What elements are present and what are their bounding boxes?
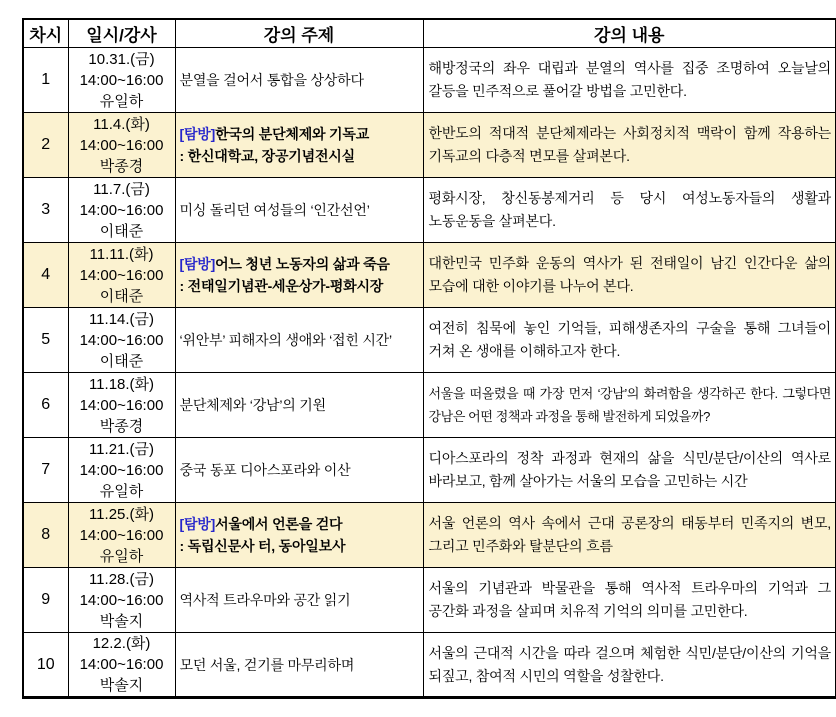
topic-title: 중국 동포 디아스포라와 이산 [179, 462, 351, 478]
time: 14:00~16:00 [79, 526, 164, 544]
session-number: 2 [23, 113, 68, 178]
topic-title: 모던 서울, 걷기를 마무리하며 [179, 656, 355, 673]
content-cell: 서울을 떠올렸을 때 가장 먼저 ‘강남’의 화려함을 생각하곤 한다. 그렇다면 강남은 어떤 정책과 과정을 통해 발전하게 되었을까? [423, 373, 836, 438]
content-cell: 서울의 근대적 시간을 따라 걸으며 체험한 식민/분단/이산의 기억을 되짚고, 참여적 시민의 역할을 성찰한다. [423, 633, 836, 698]
lecturer: 박솔지 [99, 677, 144, 694]
time: 14:00~16:00 [79, 136, 164, 154]
lecturer: 유일하 [99, 547, 144, 565]
date-lecturer-cell [68, 373, 175, 438]
date: 12.2.(화) [92, 635, 151, 652]
visit-tag: [탐방] [179, 256, 216, 272]
date: 10.31.(금) [88, 50, 155, 68]
topic-title: ‘위안부’ 피해자의 생애와 ‘접힌 시간’ [179, 332, 392, 348]
lecturer: 박종경 [99, 157, 144, 175]
session-number: 1 [23, 48, 68, 113]
session-number: 7 [23, 438, 68, 503]
time: 14:00~16:00 [79, 71, 164, 89]
lecturer: 이태준 [99, 222, 144, 240]
topic-title: 분열을 걸어서 통합을 상상하다 [179, 72, 364, 88]
session-number: 10 [23, 633, 68, 698]
header-content: 강의 내용 [423, 19, 836, 48]
topic-cell [175, 438, 423, 503]
table-row [23, 438, 836, 503]
date: 11.7.(금) [93, 180, 150, 198]
date-lecturer-cell [68, 113, 175, 178]
content-cell: 대한민국 민주화 운동의 역사가 된 전태일이 남긴 인간다운 삶의 모습에 대한 이야기를 나누어 본다. [423, 243, 836, 308]
header-date-lecturer: 일시/강사 [68, 19, 175, 48]
date: 11.4.(화) [93, 115, 150, 133]
date: 11.14.(금) [88, 310, 155, 328]
topic-cell [175, 113, 423, 178]
content-cell: 여전히 침묵에 놓인 기억들, 피해생존자의 구술을 통해 그녀들이 거쳐 온 생애를 이해하고자 한다. [423, 308, 836, 373]
time: 14:00~16:00 [79, 461, 164, 479]
content-cell: 서울 언론의 역사 속에서 근대 공론장의 태동부터 민족지의 변모, 그리고 민주화와 탈분단의 흐름 [423, 503, 836, 568]
topic-title: 역사적 트라우마와 공간 읽기 [179, 592, 351, 608]
lecture-schedule-table [22, 18, 836, 699]
time: 14:00~16:00 [79, 396, 164, 414]
topic-title: 한국의 분단체제와 기독교 [215, 126, 370, 142]
content-cell: 디아스포라의 정착 과정과 현재의 삶을 식민/분단/이산의 역사로 바라보고, 함께 살아가는 서울의 모습을 고민하는 시간 [423, 438, 836, 503]
lecturer: 이태준 [99, 352, 144, 370]
table-row [23, 178, 836, 243]
table-row [23, 503, 836, 568]
lecturer: 유일하 [99, 482, 144, 500]
topic-cell [175, 308, 423, 373]
topic-cell [175, 48, 423, 113]
header-topic: 강의 주제 [175, 19, 423, 48]
date-lecturer-cell [68, 308, 175, 373]
date-lecturer-cell [68, 438, 175, 503]
table-row [23, 373, 836, 438]
lecturer: 박솔지 [99, 612, 144, 630]
time: 14:00~16:00 [79, 591, 164, 609]
visit-tag: [탐방] [179, 516, 216, 532]
date-lecturer-cell [68, 633, 175, 698]
topic-title: 미싱 돌리던 여성들의 ‘인간선언’ [179, 202, 370, 218]
date: 11.25.(화) [88, 505, 155, 523]
topic-subtitle: : 독립신문사 터, 동아일보사 [179, 538, 346, 554]
visit-tag: [탐방] [179, 126, 216, 142]
content-cell: 평화시장, 창신동봉제거리 등 당시 여성노동자들의 생활과 노동운동을 살펴본다. [423, 178, 836, 243]
table-row [23, 113, 836, 178]
table-row [23, 308, 836, 373]
date: 11.21.(금) [88, 440, 155, 458]
session-number: 6 [23, 373, 68, 438]
lecturer: 유일하 [99, 92, 144, 110]
table-row [23, 243, 836, 308]
date: 11.11.(화) [89, 245, 154, 263]
topic-cell [175, 178, 423, 243]
time: 14:00~16:00 [79, 331, 164, 349]
content-cell: 서울의 기념관과 박물관을 통해 역사적 트라우마의 기억과 그 공간화 과정을 살피며 치유적 기억의 의미를 고민한다. [423, 568, 836, 633]
header-row [23, 19, 836, 48]
header-session: 차시 [23, 19, 68, 48]
date-lecturer-cell [68, 503, 175, 568]
date-lecturer-cell [68, 48, 175, 113]
topic-title: 분단체제와 ‘강남’의 기원 [179, 397, 326, 413]
topic-title: 서울에서 언론을 걷다 [215, 516, 343, 532]
session-number: 3 [23, 178, 68, 243]
date: 11.28.(금) [88, 570, 155, 588]
date-lecturer-cell [68, 178, 175, 243]
session-number: 9 [23, 568, 68, 633]
content-cell: 해방정국의 좌우 대립과 분열의 역사를 집중 조명하여 오늘날의 갈등을 민주적으로 풀어갈 방법을 고민한다. [423, 48, 836, 113]
topic-subtitle: : 전태일기념관-세운상가-평화시장 [179, 278, 384, 294]
date-lecturer-cell [68, 568, 175, 633]
table-row [23, 48, 836, 113]
topic-cell [175, 633, 423, 698]
lecturer: 이태준 [99, 287, 144, 305]
session-number: 5 [23, 308, 68, 373]
topic-cell [175, 503, 423, 568]
session-number: 8 [23, 503, 68, 568]
table-row [23, 568, 836, 633]
topic-subtitle: : 한신대학교, 장공기념전시실 [179, 148, 355, 164]
content-cell: 한반도의 적대적 분단체제라는 사회정치적 맥락이 함께 작용하는 기독교의 다층적 면모를 살펴본다. [423, 113, 836, 178]
topic-title: 어느 청년 노동자의 삶과 죽음 [215, 256, 390, 272]
date-lecturer-cell [68, 243, 175, 308]
lecturer: 박종경 [99, 417, 144, 435]
time: 14:00~16:00 [79, 656, 164, 673]
date: 11.18.(화) [88, 375, 155, 393]
lecture-schedule [22, 18, 836, 699]
topic-cell [175, 568, 423, 633]
time: 14:00~16:00 [79, 266, 164, 284]
session-number: 4 [23, 243, 68, 308]
topic-cell [175, 373, 423, 438]
topic-cell [175, 243, 423, 308]
table-row [23, 633, 836, 698]
time: 14:00~16:00 [79, 201, 164, 219]
